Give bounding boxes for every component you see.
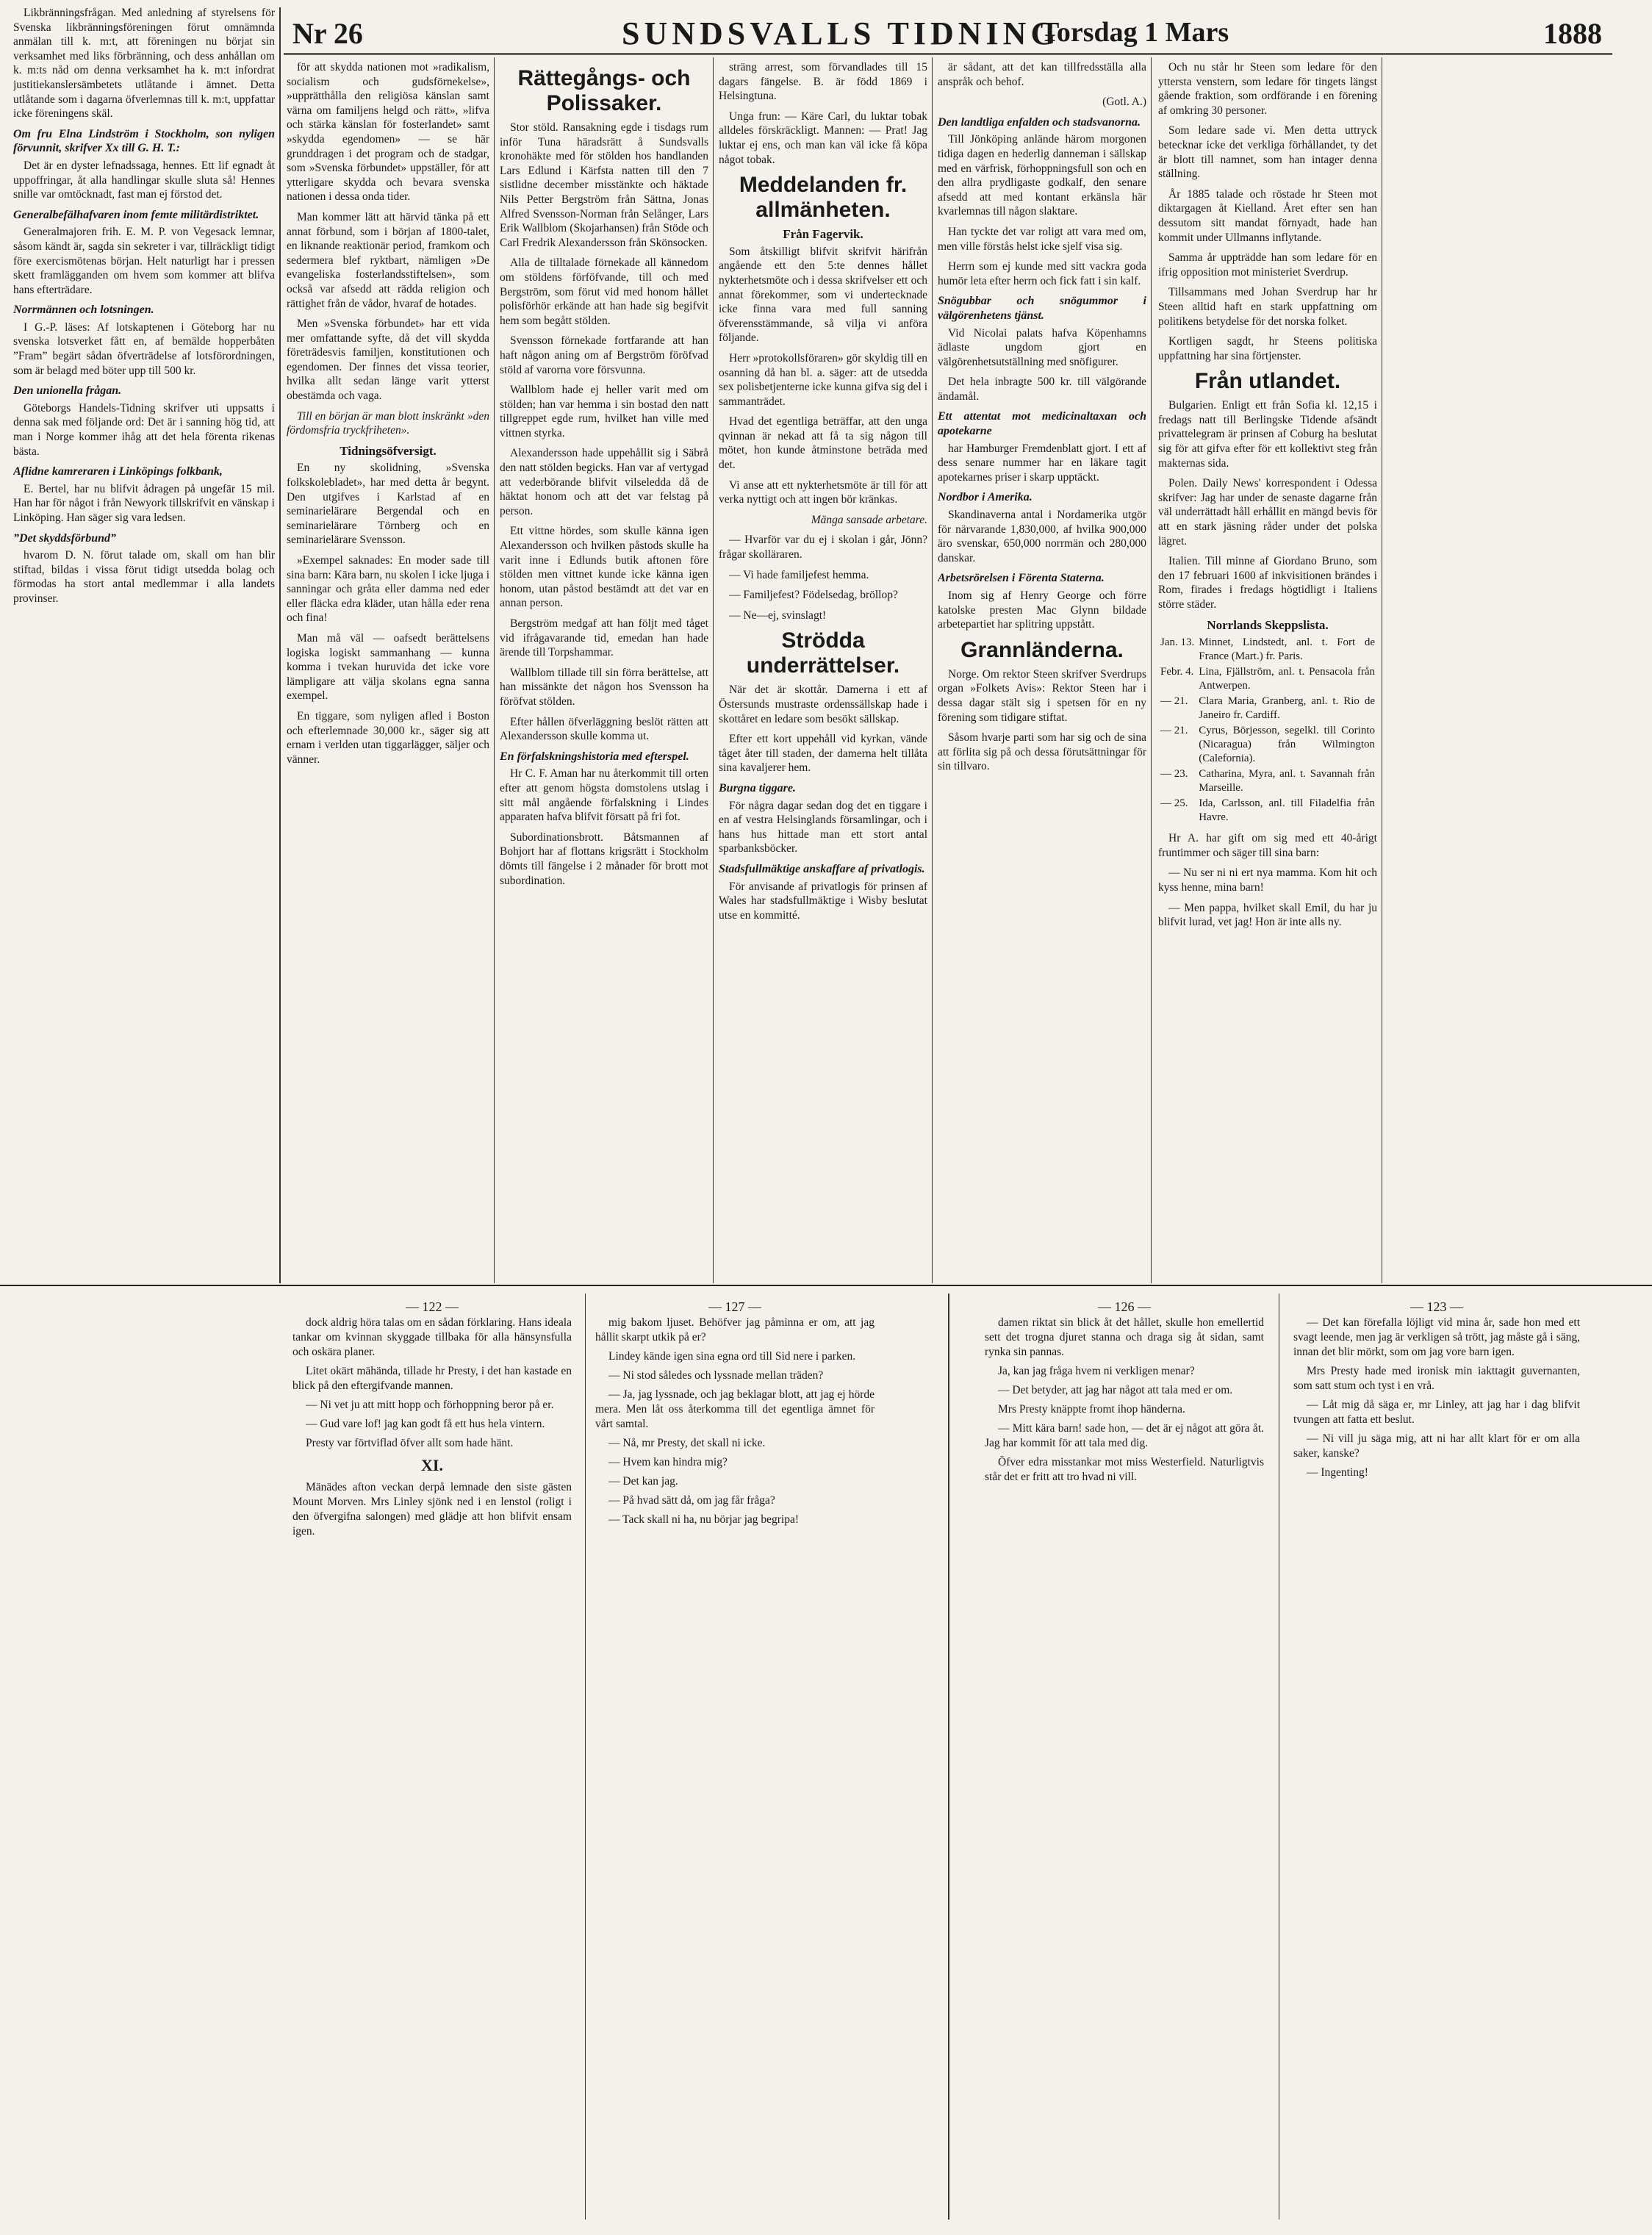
ship-entry: Clara Maria, Granberg, anl. t. Rio de Janeiro fr. Cardiff. xyxy=(1199,695,1375,722)
article-norrmannen: I G.-P. läses: Af lotskaptenen i Göteborg har nu svenska lotsverket fått en, af bemälde hopperbåten ”Fram” begärt sådan öfverträdelse af lotsförordningen, som är belagd med böter upp till 500 kr. xyxy=(13,320,275,377)
paragraph: Italien. Till minne af Giordano Bruno, som den 17 februari 1600 af inkvisitionen brändes i Rom, firades i fredags högtidligt i Italiens större städer. xyxy=(1158,555,1377,611)
feuilleton-paragraph: damen riktat sin blick åt det hållet, skulle hon emellertid sett det trogna djuret stanna och draga sig åt sidan, samt rynka sin pannas. xyxy=(985,1316,1264,1358)
ship-date: Febr. 4. xyxy=(1160,666,1194,678)
paragraph: Efter hållen öfverläggning beslöt rätten att Alexandersson skulle komma ut. xyxy=(500,715,708,743)
feuilleton-paragraph: — Det betyder, att jag har något att tala med er om. xyxy=(998,1384,1233,1396)
heading-arbetsrorelsen: Arbetsrörelsen i Förenta Staterna. xyxy=(938,572,1105,585)
paragraph: är sådant, att det kan tillfredsställa alla anspråk och behof. xyxy=(938,61,1146,88)
column-rule xyxy=(1151,57,1152,1283)
paragraph: Hr A. har gift om sig med ett 40-årigt fruntimmer och säger till sina barn: xyxy=(1158,832,1377,859)
paragraph: Såsom hvarje parti som har sig och de sina att förlita sig på och dessa förutsättningar för sin tillvaro. xyxy=(938,731,1146,773)
feuilleton-paragraph: Mrs Presty knäppte fromt ihop händerna. xyxy=(998,1403,1185,1416)
heading-generalbefalhafvaren: Generalbefälhafvaren inom femte militärdistriktet. xyxy=(13,208,259,221)
feuilleton-page-number: — 127 — xyxy=(708,1301,761,1314)
paragraph: Det hela inbragte 500 kr. till välgörande ändamål. xyxy=(938,376,1146,403)
paragraph: Men »Svenska förbundet» har ett vida mer omfattande syfte, då det vill skydda företrädesvis familjen, konstitutionen och egendomen. Der finnes det vissa teorier, hvilka allt sedan länge varit ytterst obestämda och vaga. xyxy=(287,318,489,403)
fold-rule xyxy=(948,1294,949,2220)
paragraph: Man kommer lätt att härvid tänka på ett annat förbund, som i början af 1800-talet, en liknande reaktionär period, framkom och sedermera blef ryktbart, nämligen »De evangeliska fosterlandsstiftelsen», som också var afsedd att rädda religion och rättighet från de vådor, hvaraf de hotades. xyxy=(287,210,489,310)
feuilleton-paragraph: — Ni vill ju säga mig, att ni har allt klart för er om alla saker, kanske? xyxy=(1293,1432,1580,1460)
feuilleton-paragraph: — Ingenting! xyxy=(1307,1466,1368,1479)
paragraph: Hr C. F. Aman har nu återkommit till orten efter att genom högsta domstolens utslag i sitt mål angående förfalskning i Lindes apparaten hafva blifvit försatt på fri fot. xyxy=(500,767,708,824)
paragraph: Hvad det egentliga beträffar, att den unga qvinnan är nekad att få ta sig någon till mötet, hon kunde åtminstone beträda med det. xyxy=(719,415,927,472)
article-svenska-forbundet: för att skydda nationen mot »radikalism, socialism och gudsförnekelse», »upprätthålla den religiösa känslan samt värna om familjens helgd och rätt», »lifva och stärka känslan för fosterlandet» samt »skydda egendomen» — se här grunddragen i det program och de stadgar, som »Svenska förbundet» uppställer, för att ytterligare skydda och bevara svenska nationen i dessa onda tider. xyxy=(287,61,489,204)
ship-entry: Minnet, Lindstedt, anl. t. Fort de France (Mart.) fr. Paris. xyxy=(1199,636,1375,663)
paragraph: Samma år uppträdde han som ledare för en ifrig opposition mot ministeriet Sverdrup. xyxy=(1158,251,1377,279)
paragraph: Till en början är man blott inskränkt »den fördomsfria tryckfriheten». xyxy=(287,409,489,437)
heading-attentat: Ett attentat mot medicinaltaxan och apotekarne xyxy=(938,410,1146,438)
feuilleton-column-2 xyxy=(595,1301,875,2212)
column-rule xyxy=(713,57,714,1283)
table-row xyxy=(1158,767,1377,796)
heading-meddelanden: Meddelanden fr. allmänheten. xyxy=(739,173,908,223)
subheading-fagervik: Från Fagervik. xyxy=(783,227,863,242)
heading-norrmannen: Norrmännen och lotsningen. xyxy=(13,304,154,317)
paragraph: Subordinationsbrott. Båtsmannen af Bohjort har af flottans krigsrätt i Stockholm dömts till fängelse i 2 månader för brott mot subordination. xyxy=(500,830,708,887)
heading-snogubbar: Snögubbar och snögummor i välgörenhetens tjänst. xyxy=(938,295,1146,322)
paragraph: Tillsammans med Johan Sverdrup har hr Steen alltid haft en stark uppfattning om politikens betydelse för det norska folket. xyxy=(1158,286,1377,328)
feuilleton-paragraph: — Hvem kan hindra mig? xyxy=(608,1456,728,1468)
paragraph: Och nu står hr Steen som ledare för den yttersta venstern, som ledare för tingets längst gående fraktion, som ordförande i en förening af omkring 30 personer. xyxy=(1158,61,1377,117)
feuilleton-paragraph: dock aldrig höra talas om en sådan förklaring. Hans ideala tankar om kvinnan skyggade tillbaka för alla hänsynsfulla och oskära planer. xyxy=(292,1316,572,1358)
article-unionella: Göteborgs Handels-Tidning skrifver uti uppsatts i denna sak med följande ord: Det är i sanning hög tid, att man i Norge kommer ihåg att det hela förenta rikenas bästa. xyxy=(13,401,275,458)
paragraph: När det är skottår. Damerna i ett af Östersunds mustraste ordenssällskap hade i skottåret en ledare som besökt sällskap. xyxy=(719,684,927,725)
paragraph: Wallblom tillade till sin förra berättelse, att han missänkte det någon hos Svensson ha föröfvat stölden. xyxy=(500,666,708,708)
paragraph: Till Jönköping anlände härom morgonen tidiga dagen en hederlig danneman i sällskap med en värfrisk, förhoppningsfull son och en den allra prydligaste godkalf, den senare afsedd att med kontant erkänsla här kvarlemnas till någon slaktare. xyxy=(938,133,1146,218)
paragraph: Wallblom hade ej heller varit med om stölden; han var hemma i sin bostad den natt tillgreppet egde rum, hvilket han ville med vittnen styrka. xyxy=(500,384,708,440)
article-elna-lindstrom: Det är en dyster lefnadssaga, hennes. Ett lif egnadt åt uppoffringar, åt alla handlingar skulle sluta så! Hennes snille var omtöcknadt, fast man ej förstod det. xyxy=(13,159,275,201)
paragraph: Herrn som ej kunde med sitt vackra goda humör leta efter herrn och fick fatt i sin kalf. xyxy=(938,260,1146,287)
paragraph: Svensson förnekade fortfarande att han haft någon aning om af Bergström föröfvad stöld af varorna vore försvunna. xyxy=(500,334,708,376)
column-rule xyxy=(279,7,281,1283)
feuilleton-paragraph: Litet okärt mähända, tillade hr Presty, i det han kastade en blick på den eftergifvande mannen. xyxy=(292,1365,572,1392)
heading-strodda: Strödda underrättelser. xyxy=(746,628,900,678)
heading-nordbor: Nordbor i Amerika. xyxy=(938,491,1032,504)
feuilleton-column-1 xyxy=(292,1301,572,2212)
issue-date: Torsdag 1 Mars xyxy=(1041,17,1229,48)
column-5 xyxy=(1158,60,1377,1280)
chapter-number: XI. xyxy=(421,1456,443,1474)
paragraph: Mänädes afton veckan derpå lemnade den siste gästen Mount Morven. Mrs Linley sjönk ned i en lenstol (roligt i den öfvergifna salongen) med glädje att hon blifvit ensam igen. xyxy=(292,1481,572,1538)
ship-entry: Catharina, Myra, anl. t. Savannah från Marseille. xyxy=(1199,768,1375,794)
feuilleton-paragraph: — På hvad sätt då, om jag får fråga? xyxy=(608,1494,775,1507)
feuilleton-paragraph: — Nå, mr Presty, det skall ni icke. xyxy=(608,1437,766,1449)
article-stor-stold: Stor stöld. Ransakning egde i tisdags rum inför Tuna häradsrätt å Sundsvalls kronohäkte med för stölden hos handlanden Lars Edlund i Kärfsta natten till den 7 sistlidne december misstänkte och häktade Nils Petter Bergström från Sättna, Jonas Alfred Svensson-Norman från Selånger, Lars Erik Wallblom (Skojarhansen) från Stöde och Carl Fredrik Alexandersson från Skönsocken. xyxy=(500,121,708,249)
feuilleton-column-4 xyxy=(1293,1301,1580,2212)
feuilleton-paragraph: — Mitt kära barn! sade hon, — det är ej något att göra åt. Jag har kommit för att tala med dig. xyxy=(985,1422,1264,1449)
paragraph: Herr »protokollsföraren» gör skyldig till en osanning då han bl. a. säger: att de utsedda sex polisbetjenterne icke kunna gifva sig del i sammanträdet. xyxy=(719,351,927,408)
paragraph: För några dagar sedan dog det en tiggare i en af vestra Helsinglands församlingar, och i hans hus hittade man ett stort antal sparbanksböcker. xyxy=(719,799,927,855)
feuilleton-text xyxy=(985,1316,1264,1485)
column-2 xyxy=(500,60,708,1280)
paragraph: Alla de tilltalade förnekade all kännedom om stöldens förföfvande, till och med Bergström, som förut vid med honom hållet polisförhör erkände att han hade sig begifvit hem som begått stölden. xyxy=(500,256,708,327)
paragraph: År 1885 talade och röstade hr Steen mot diktargagen åt Kielland. Året efter sen han dessutom sitt mandat förnyadt, hade han kommit under Ullmanns inflytande. xyxy=(1158,187,1377,244)
feuilleton-paragraph: — Låt mig då säga er, mr Linley, att jag har i dag blifvit tvungen att fatta ett beslut. xyxy=(1293,1399,1580,1426)
feuilleton-paragraph: — Ni stod således och lyssnade mellan träden? xyxy=(608,1369,824,1382)
feuilleton-paragraph: Ja, kan jag fråga hvem ni verkligen menar? xyxy=(998,1365,1195,1377)
paragraph: Vid Nicolai palats hafva Köpenhamns ädlaste ungdom gjort en välgörenhetsutställning med snöfigurer. xyxy=(938,326,1146,368)
paragraph: Han tyckte det var roligt att vara med om, men ville förstås helst icke sjelf visa sig. xyxy=(938,225,1146,253)
article-kamreraren: E. Bertel, har nu blifvit ådragen på ungefär 15 mil. Han har för något i från Newyork tillskrifvit en vänskap i Linköping. Han säger sig vara ledsen. xyxy=(13,482,275,524)
paragraph: (Gotl. A.) xyxy=(1102,96,1146,109)
paragraph: Vi anse att ett nykterhetsmöte är till för att verka nyttigt och att ingen bör kränkas. xyxy=(719,478,927,506)
feuilleton-paragraph: — Ni vet ju att mitt hopp och förhoppning beror på er. xyxy=(306,1399,554,1411)
paragraph: Efter ett kort uppehåll vid kyrkan, vände tåget åter till staden, der damerna helt tillåta sina kavaljerer hem. xyxy=(719,733,927,775)
paragraph: Som ledare sade vi. Men detta uttryck betecknar icke det verkliga förhållandet, ty det är blott till namnet, som han intager denna ställning. xyxy=(1158,124,1377,181)
paragraph: Som åtskilligt blifvit skrifvit härifrån angående ett den 5:te dennes hållet nykterhetsmöte och i dessa skrifvelser ett och annat förekommer, som vi undertecknade icke finna vara med full sanning öfverensstämmande, så vilja vi anföra följande. xyxy=(719,245,927,345)
paragraph: Bulgarien. Enligt ett från Sofia kl. 12,15 i fredags natt till Berlingske Tidende afsändt privattelegram är prinsen af Coburg ha beslutat sig för att gifva efter för ett kollektivt steg från makternas sida. xyxy=(1158,399,1377,470)
column-rule xyxy=(585,1294,586,2220)
feuilleton-text xyxy=(1293,1316,1580,1480)
feuilleton-paragraph: — Det kan förefalla löjligt vid mina år, sade hon med ett svagt leende, men jag är verkligen så trött, jag måste gå i säng, innan det blir mörkt, som om jag vore barn igen. xyxy=(1293,1316,1580,1358)
ship-entry: Ida, Carlsson, anl. till Filadelfia från Havre. xyxy=(1199,797,1375,824)
feuilleton-page-number: — 126 — xyxy=(1098,1301,1151,1314)
feuilleton-text xyxy=(595,1316,875,1527)
anecdote-line: — Vi hade familjefest hemma. xyxy=(729,568,869,581)
feuilleton-text xyxy=(292,1316,572,1451)
ship-date: Jan. 13. xyxy=(1160,636,1195,649)
feuilleton-page-number: — 122 — xyxy=(406,1301,459,1314)
article-likbranning: Likbränningsfrågan. Med anledning af styrelsens för Svenska likbränningsföreningen förut omnämnda anmälan till k. m:t, att föreningen nu börjat sin verksamhet med liks förbränning, och dess anhållan om k. m:ts nåd om denna verksamhet ha k. m:t infordrat justitiekanslersämbetets utlåtande i ämnet. Detta utlåtande som i dagarna öfverlemnas till k. m:t, uppfattar icke föreningens skäl. xyxy=(13,7,275,121)
article-skyddsforbund: hvarom D. N. förut talade om, skall om han blir stiftad, bildas i vissa förut tidigt utsedda bolag och förmodas ha stort antal medlemmar i alla landets provinser. xyxy=(13,549,275,605)
feuilleton-page-number: — 123 — xyxy=(1410,1301,1463,1314)
paragraph: Man må väl — oafsedt berättelsens logiska logiskt sammanhang — kunna komma i tvekan huruvida det icke vore lämpligare att välja skolans egna sanna exempel. xyxy=(287,631,489,703)
ship-entry: Lina, Fjällström, anl. t. Pensacola från Antwerpen. xyxy=(1199,666,1375,692)
heading-skyddsforbund: ”Det skyddsförbund” xyxy=(13,531,117,545)
heading-kamreraren: Aflidne kamreraren i Linköpings folkbank, xyxy=(13,465,223,478)
ship-list-table xyxy=(1158,635,1377,825)
issue-number: Nr 26 xyxy=(292,17,363,50)
ship-entry: Cyrus, Börjesson, segelkl. till Corinto (Nicaragua) från Wilmington (Calefornia). xyxy=(1199,725,1375,765)
heading-tidningsofversigt: Tidningsöfversigt. xyxy=(340,443,437,458)
feuilleton-divider xyxy=(0,1285,1652,1286)
ship-date: — 21. xyxy=(1160,695,1188,708)
heading-forfalskning: En förfalskningshistoria med efterspel. xyxy=(500,750,689,763)
paragraph: — Men pappa, hvilket skall Emil, du har ju blifvit lurad, vet jag! Hon är inte alls ny. xyxy=(1158,901,1377,929)
feuilleton-paragraph: — Gud vare lof! jag kan godt få ett hus hela vintern. xyxy=(306,1418,545,1430)
paragraph: Bergström medgaf att han följt med tåget vid ifrågavarande tid, emedan han hade ärende till Torpshammar. xyxy=(500,617,708,659)
paragraph: Unga frun: — Käre Carl, du luktar tobak alldeles förskräckligt. Mannen: — Prat! Jag luktar ej ens, och man kan väl icke få köpa något tobak. xyxy=(719,110,927,166)
column-3 xyxy=(719,60,927,1280)
paragraph: — Nu ser ni ni ert nya mamma. Kom hit och kyss henne, mina barn! xyxy=(1158,867,1377,894)
feuilleton-paragraph: — Tack skall ni ha, nu börjar jag begripa! xyxy=(608,1513,800,1526)
paragraph: har Hamburger Fremdenblatt gjort. I ett af dess senare nummer har en läkare tagit apotekarnes priser i skarp upptäckt. xyxy=(938,442,1146,484)
heading-rattegangs: Rättegångs- och Polissaker. xyxy=(517,66,691,115)
feuilleton-paragraph: — Ja, jag lyssnade, och jag beklagar blott, att jag ej hörde mera. Men låt oss återkomma till det egentliga ämnet för vårt samtal. xyxy=(595,1388,875,1430)
heading-burgna-tiggare: Burgna tiggare. xyxy=(719,781,796,794)
heading-grannlanderna: Grannländerna. xyxy=(960,637,1124,662)
paragraph: Inom sig af Henry George och förre katolske presten Mac Glynn bildade arbetepartiet har splitring uppstått. xyxy=(938,589,1146,631)
paragraph: Polen. Daily News' korrespondent i Odessa skrifver: Jag har under de senaste dagarne från väl underrättadt håll erhållit en mängd bevis för att en stark jäsning råder under det polska lägret. xyxy=(1158,477,1377,548)
anecdote-line: — Hvarför var du ej i skolan i går, Jönn? frågar skolläraren. xyxy=(719,534,927,562)
feuilleton-paragraph: mig bakom ljuset. Behöfver jag påminna er om, att jag hållit skarpt utkik på er? xyxy=(595,1316,875,1343)
paragraph: För anvisande af privatlogis för prinsen af Wales har stadsfullmäktige i Wisby beslutat utse en kommitté. xyxy=(719,880,927,922)
paragraph: En ny skolidning, »Svenska folkskolebladet», har med detta år begynt. Den utgifves i Karlstad af en seminarielärare Bergendal och en seminarielärare Törnberg och en seminarielärare Svensson. xyxy=(287,462,489,547)
anecdote-line: — Familjefest? Födelsedag, bröllop? xyxy=(729,589,898,602)
paragraph: sträng arrest, som förvandlades till 15 dagars fängelse. B. är född 1869 i Helsingtuna. xyxy=(719,61,927,103)
column-0 xyxy=(13,6,275,1282)
paragraph: »Exempel saknades: En moder sade till sina barn: Kära barn, nu skolen I icke ljuga i sanningar och gråta eller damma ned eder eller fläcka edra kläder, utan hålla eder rena och fina! xyxy=(287,554,489,625)
heading-unionella: Den unionella frågan. xyxy=(13,384,122,398)
anecdote-line: — Ne—ej, svinslagt! xyxy=(729,609,827,622)
paragraph: Skandinaverna antal i Nordamerika utgör för närvarande 1,830,000, af hvilka 900,000 äro svenskar, 650,000 norrmän och 280,000 danskar. xyxy=(938,509,1146,564)
heading-fran-utlandet: Från utlandet. xyxy=(1194,369,1341,394)
newspaper-title: SUNDSVALLS TIDNING xyxy=(622,15,1060,51)
paragraph: En tiggare, som nyligen afled i Boston och efterlemnade 30,000 kr., säger sig att ernam i verlden utan tiggarlägger, säljer och vänner. xyxy=(287,709,489,766)
feuilleton-paragraph: Lindey kände igen sina egna ord till Sid nere i parken. xyxy=(608,1350,856,1363)
paragraph: Kortligen sagdt, hr Steens politiska uppfattning har sina förtjenster. xyxy=(1158,335,1377,362)
masthead xyxy=(284,10,1612,55)
feuilleton-paragraph: Presty var förtviflad öfver allt som hade hänt. xyxy=(306,1437,514,1449)
ship-date: — 21. xyxy=(1160,725,1188,737)
heading-stadsfullmaktige: Stadsfullmäktige anskaffare af privatlogis. xyxy=(719,862,925,875)
heading-landtliga-enfalden: Den landtliga enfalden och stadsvanorna. xyxy=(938,115,1141,129)
table-row xyxy=(1158,694,1377,723)
feuilleton-paragraph: Öfver edra misstankar mot miss Westerfield. Naturligtvis står det er fritt att tro hvad ni vill. xyxy=(985,1456,1264,1483)
table-row xyxy=(1158,723,1377,767)
ship-date: — 25. xyxy=(1160,797,1188,810)
heading-elna-lindstrom: Om fru Elna Lindström i Stockholm, son nyligen förvunnit, skrifver Xx till G. H. T.: xyxy=(13,127,275,155)
feuilleton-paragraph: — Det kan jag. xyxy=(608,1475,678,1488)
article-generalbefalhafvaren: Generalmajoren frih. E. M. P. von Vegesack lemnar, såsom kändt är, sagda sin sekreter i var, tillräckligt tidigt före exercismötenas början. Helt naturligt har i pressen skett framlägganden om hvem som kommer att blifva hans efterträdare. xyxy=(13,226,275,296)
column-4 xyxy=(938,60,1146,1280)
table-row xyxy=(1158,664,1377,694)
column-rule xyxy=(494,57,495,1283)
column-1 xyxy=(287,60,489,1280)
table-row xyxy=(1158,635,1377,664)
ship-date: — 23. xyxy=(1160,768,1188,781)
heading-skeppslista: Norrlands Skeppslista. xyxy=(1207,617,1329,632)
column-rule xyxy=(932,57,933,1283)
feuilleton-paragraph: Mrs Presty hade med ironisk min iakttagit guvernanten, som satt stum och tyst i en vrå. xyxy=(1293,1365,1580,1392)
table-row xyxy=(1158,796,1377,825)
paragraph: Ett vittne hördes, som skulle känna igen Alexandersson och hvilken påstods skulle ha varit inne i Edlunds butik aftonen före stölden men vittnet kunde icke känna igen honom, utan påstod bestämdt att det var en annan person. xyxy=(500,525,708,610)
feuilleton-column-3 xyxy=(985,1301,1264,2212)
issue-year: 1888 xyxy=(1543,17,1602,50)
paragraph: Norge. Om rektor Steen skrifver Sverdrups organ »Folkets Avis»: Rektor Steen har i dessa dagar stält sig i spetsen för en ny förening som tidigare stiftat. xyxy=(938,667,1146,724)
paragraph: Alexandersson hade uppehållit sig i Säbrå den natt stölden begicks. Han var af vertygad att vederbörande blifvit vilseledda då de häktat honom och att det var felstag på person. xyxy=(500,447,708,517)
signature: Mänga sansade arbetare. xyxy=(811,513,927,526)
